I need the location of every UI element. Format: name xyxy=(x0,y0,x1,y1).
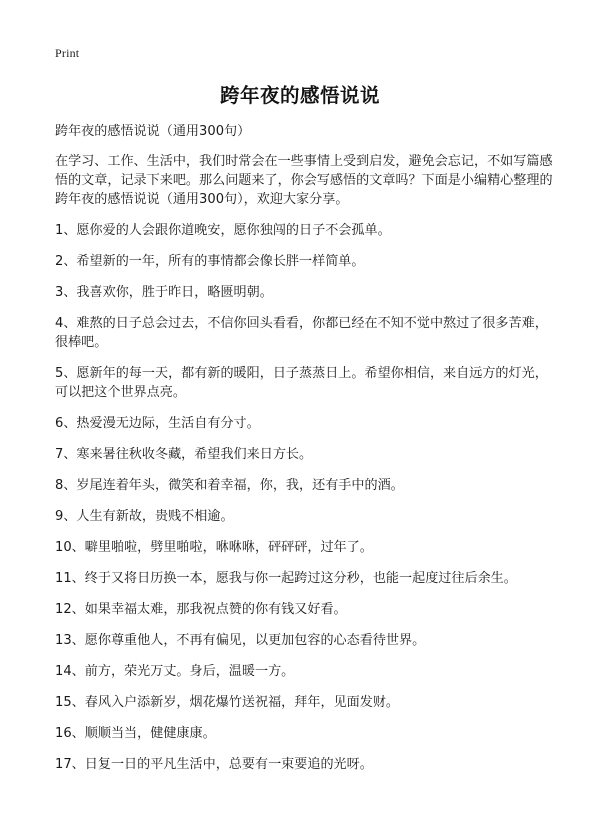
list-item: 14、前方，荣光万丈。身后，温暖一方。 xyxy=(55,664,295,679)
list-item: 10、噼里啪啦，劈里啪啦，咻咻咻，砰砰砰，过年了。 xyxy=(55,540,373,555)
list-item: 4、难熬的日子总会过去，不信你回头看看，你都已经在不知不觉中熬过了很多苦难，很棒吧。 xyxy=(55,316,548,350)
list-item: 3、我喜欢你，胜于昨日，略匮明朝。 xyxy=(55,285,273,300)
list-item: 17、日复一日的平凡生活中，总要有一束要追的光呀。 xyxy=(55,757,373,772)
article-subtitle: 跨年夜的感悟说说（通用300句） xyxy=(55,124,251,139)
print-link[interactable]: Print xyxy=(55,46,80,60)
list-item: 6、热爱漫无边际，生活自有分寸。 xyxy=(55,416,260,431)
list-item: 5、愿新年的每一天，都有新的暖阳，日子蒸蒸日上。希望你相信，来自远方的灯光，可以把这个世界点亮。 xyxy=(55,366,548,400)
list-item: 1、愿你爱的人会跟你道晚安，愿你独闯的日子不会孤单。 xyxy=(55,223,391,238)
list-item: 9、人生有新故，贵贱不相逾。 xyxy=(55,509,234,524)
quote-list xyxy=(55,221,555,774)
list-item: 13、愿你尊重他人，不再有偏见，以更加包容的心态看待世界。 xyxy=(55,633,426,648)
article-intro: 在学习、工作、生活中，我们时常会在一些事情上受到启发，避免会忘记，不如写篇感悟的文章，记录下来吧。那么问题来了，你会写感悟的文章吗？下面是小编精心整理的跨年夜的感悟说说（通用300句），欢迎大家分享。 xyxy=(55,154,553,207)
list-item: 12、如果幸福太难，那我祝点赞的你有钱又好看。 xyxy=(55,602,347,617)
list-item: 11、终于又将日历换一本，愿我与你一起跨过这分秒，也能一起度过往后余生。 xyxy=(55,571,517,586)
list-item: 8、岁尾连着年头，微笑和着幸福，你，我，还有手中的酒。 xyxy=(55,478,404,493)
page-title: 跨年夜的感悟说说 xyxy=(219,84,380,107)
list-item: 15、春风入户添新岁，烟花爆竹送祝福，拜年，见面发财。 xyxy=(55,695,400,710)
list-item: 16、顺顺当当，健健康康。 xyxy=(55,726,216,741)
list-item: 7、寒来暑往秋收冬藏，希望我们来日方长。 xyxy=(55,447,313,462)
list-item: 2、希望新的一年，所有的事情都会像长胖一样简单。 xyxy=(55,254,365,269)
article-body xyxy=(55,122,555,786)
